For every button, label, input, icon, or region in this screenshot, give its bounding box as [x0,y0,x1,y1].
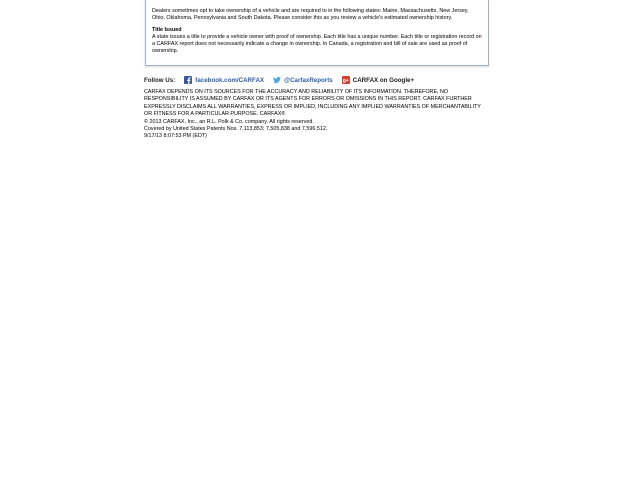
googleplus-link-label: CARFAX on Google+ [352,76,415,84]
twitter-link[interactable] [273,76,333,84]
follow-us-bar [144,75,423,85]
googleplus-link[interactable] [342,76,414,84]
report-timestamp: 9/17/13 8:07:53 PM (EDT) [144,133,207,140]
google-plus-icon [342,76,350,84]
copyright-notice: © 2013 CARFAX, Inc., an R.L. Polk & Co. company. All rights reserved. [144,118,314,125]
facebook-link-label: facebook.com/CARFAX [195,76,265,84]
title-issued-heading: Title Issued [152,27,182,33]
legal-footer [144,89,484,141]
ownership-note: Dealers sometimes opt to take ownership of a vehicle and are required to in the following states: Maine, Massachusetts, New Jersey, Ohio, Oklahoma, Pennsylvania and South Dakota. Please consider this as you review a vehicle's estimated ownership history. [152,8,469,21]
facebook-link[interactable] [184,76,264,84]
patents-notice: Covered by United States Patents Nos. 7,113,853; 7,505,838 and 7,596,512. [144,126,328,133]
legal-disclaimer: CARFAX DEPENDS ON ITS SOURCES FOR THE ACCURACY AND RELIABILITY OF ITS INFORMATION. THEREFORE, NO RESPONSIBILITY IS ASSUMED BY CARFAX OR ITS AGENTS FOR ERRORS OR OMISSIONS IN THIS REPORT. CARFAX FURTHER EXPRESSLY DISCLAIMS ALL WARRANTIES, EXPRESS OR IMPLIED, INCLUDING ANY IMPLIED WARRANTIES OF MERCHANTABILITY OR FITNESS FOR A PARTICULAR PURPOSE. CARFAX® [144,89,481,118]
facebook-icon [184,76,192,84]
twitter-link-label: @CarfaxReports [284,76,333,84]
twitter-bird-icon [273,76,281,84]
svg-text:g+: g+ [342,78,349,84]
follow-us-label: Follow Us: [144,76,176,84]
title-issued-text: A state issues a title to provide a vehicle owner with proof of ownership. Each title has a unique number. Each title or registration record on a CARFAX report does not necessarily indicate a change in ownership. In Canada, a registration and bill of sale are used as proof of ownership. [152,34,482,54]
glossary-box [145,0,489,66]
